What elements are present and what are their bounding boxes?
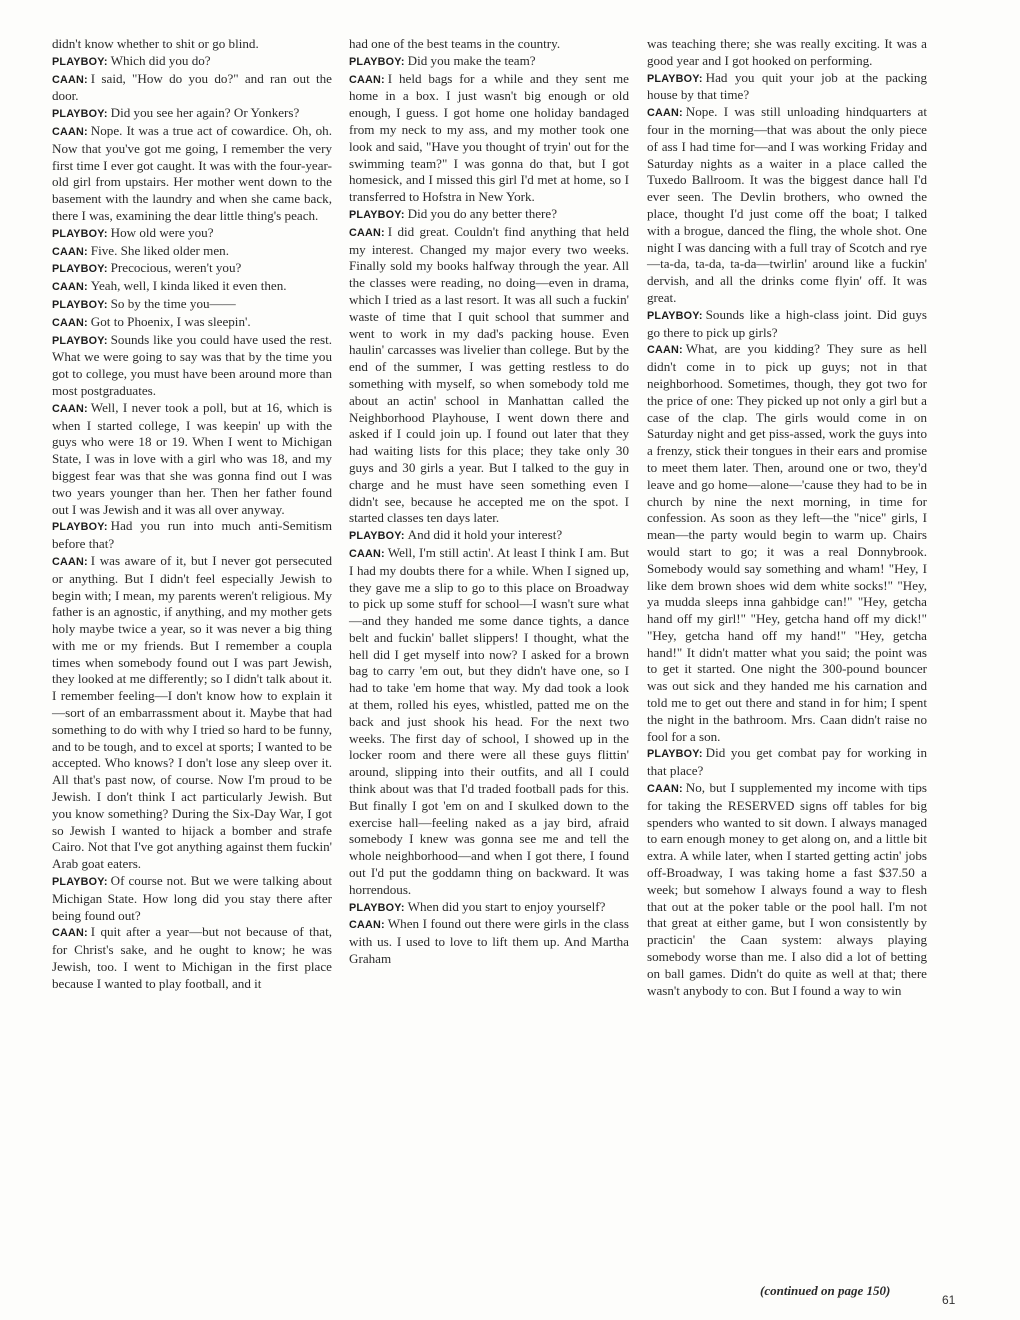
- paragraph-text: Did you do any better there?: [407, 205, 558, 221]
- speaker-label: PLAYBOY: [349, 208, 401, 221]
- speaker-label: PLAYBOY: [349, 55, 401, 68]
- paragraph-text: was teaching there; she was really exciting. It was a good year and I got hooked on performing.: [647, 36, 927, 68]
- paragraph-text: And did it hold your interest?: [407, 527, 563, 543]
- page-number: 61: [942, 1293, 956, 1307]
- continued-note: (continued on page 150): [760, 1283, 891, 1298]
- interview-paragraph: CAAN: What, are you kidding? They sure as hell didn't come in to pick up guys; not in that neighborhood. Sometimes, though, they got two for the price of one: They picked up not only a girl but a case of the clap. The girls would come in on Saturday night and get piss-assed, work the guys into a frenzy, stick their tongues in their ears and promise to meet them later. Then, around one or two, they'd leave and go home—alone—'cause they had to be in church by nine the next morning, in time for confession. As soon as they left—the "nice" girls, I mean—the party would begin to warm up. Chairs would start to go; it was a real Donnybrook. Somebody would say something and wham! "Hey, I like dem brown shoes wid dem white socks!" "Hey, ya mudda sleeps inna gahbidge can!" "Hey, getcha hand off my girl!" "Hey, getcha hand off my dick!" "Hey, getcha hand off my hand!" "Hey, getcha hand!" It didn't matter what you said; the point was to get it started. One night the 300-pound bouncer was out sick and they handed me his carnation and told me to get out there and stand in for him; I spent the night in the bathroom. Mrs. Caan didn't raise no fool for a son.: [647, 341, 927, 744]
- paragraph-text: Had you quit your job at the packing house by that time?: [647, 69, 927, 103]
- interview-paragraph: CAAN: I held bags for a while and they sent me home in a box. I just wasn't big enough or old enough, I guess. I got home one holiday bandaged from my neck to my ass, and my mother took one look and said, "Have you thought of tryin' out for the swimming team?" I was gonna do that, but I got homesick, and I missed this girl I'd met at home, so I transferred to Hofstra in New York.: [349, 70, 629, 205]
- speaker-label: CAAN: [52, 245, 84, 258]
- paragraph-text: Five. She liked older men.: [90, 242, 229, 258]
- text-column-right: [647, 36, 927, 999]
- speaker-label: CAAN: [52, 281, 84, 294]
- paragraph-text: How old were you?: [110, 224, 214, 240]
- speaker-label: PLAYBOY: [349, 901, 401, 914]
- interview-paragraph: PLAYBOY: And did it hold your interest?: [349, 527, 563, 543]
- paragraph-text: No, but I supplemented my income with tips for taking the RESERVED signs off tables for big spenders who wanted to sit down. I always managed to earn enough money to get along on, and a little bit extra. A while later, when I started getting actin' jobs off-Broadway, I was taking home a fast $37.50 a week; but somehow I always found a way to flesh that out at the poker table or the pool hall. I'm not that great at either game, but I won consistently by practicin' the Caan system: always playing somebody worse than me. I also did a lot of betting on ball games. Didn't do quite as well at that; there wasn't anybody to con. But I found a way to win: [647, 780, 927, 998]
- speaker-label: PLAYBOY: [647, 72, 699, 85]
- interview-paragraph: CAAN: Five. She liked older men.: [52, 242, 229, 258]
- paragraph-text: Of course not. But we were talking about Michigan State. How long did you stay there after being found out?: [52, 873, 332, 923]
- paragraph-text: Had you run into much anti-Semitism before that?: [52, 518, 332, 552]
- speaker-label: CAAN: [647, 783, 679, 796]
- speaker-label: PLAYBOY: [52, 227, 104, 240]
- paragraph-text: Did you make the team?: [407, 52, 536, 68]
- paragraph-text: Yeah, well, I kinda liked it even then.: [90, 278, 287, 294]
- speaker-label: PLAYBOY: [52, 263, 104, 276]
- paragraph-text: Did you see her again? Or Yonkers?: [110, 105, 300, 121]
- speaker-label: PLAYBOY: [647, 309, 699, 322]
- speaker-label: PLAYBOY: [52, 55, 104, 68]
- text-column-left: [52, 36, 332, 993]
- paragraph-text: didn't know whether to shit or go blind.: [52, 36, 259, 51]
- paragraph-text: Precocious, weren't you?: [110, 260, 242, 276]
- speaker-label: PLAYBOY: [52, 334, 104, 347]
- paragraph-text: Which did you do?: [110, 52, 211, 68]
- interview-paragraph: PLAYBOY: So by the time you——: [52, 295, 236, 311]
- speaker-label: PLAYBOY: [52, 521, 104, 534]
- speaker-label: CAAN: [52, 402, 84, 415]
- interview-paragraph: CAAN: I said, "How do you do?" and ran out the door.: [52, 70, 332, 104]
- speaker-label: PLAYBOY: [647, 748, 699, 761]
- paragraph-text: Well, I'm still actin'. At least I think I am. But I had my doubts there for a while. When I signed up, they gave me a slip to go to this place on Broadway to pick up some stuff for school—I wasn't sure what—and they handed me some dance tights, a dance belt and fuckin' ballet slippers! I thought, what the hell did I get myself into now? I asked for a brown bag to carry 'em out, but they didn't have one, so I had to take 'em home that way. My dad took a look at them, rolled his eyes, whistled, patted me on the back and just shook his head. For the next two weeks. The first day of school, I showed up in the locker room and there were all these guys flittin' around, slipping into their outfits, and all I could think about was that I'd traded football pads for this. But finally I got 'em on and I skulked down to the exercise hall—feeling naked as a jay bird, afraid somebody I knew was gonna see me and tell the whole neighborhood—and when I got there, I found out I'd put the goddamn thing on backward. It was horrendous.: [349, 544, 629, 897]
- paragraph-text: Did you get combat pay for working in that place?: [647, 745, 927, 779]
- paragraph-text: When I found out there were girls in the class with us. I used to love to lift them up. And Martha Graham: [349, 916, 629, 967]
- paragraph-text: So by the time you——: [110, 295, 236, 311]
- speaker-label: CAAN: [349, 919, 381, 932]
- interview-paragraph: CAAN: No, but I supplemented my income with tips for taking the RESERVED signs off tables for big spenders who wanted to sit down. I always managed to earn enough money to get along on, and a little bit extra. A while later, when I started getting actin' jobs off-Broadway, I was taking home a fast $37.50 a week; but somehow I always found a way to flesh that out at the poker table or the pool hall. I'm not that great at either game, but I won consistently by practicin' the Caan system: always playing somebody worse than me. I also did a lot of betting on ball games. Didn't do quite as well at that; there wasn't anybody to con. But I found a way to win: [647, 780, 927, 998]
- interview-paragraph: PLAYBOY: Did you see her again? Or Yonkers?: [52, 105, 300, 121]
- speaker-label: PLAYBOY: [52, 876, 104, 889]
- text-column-middle: [349, 36, 629, 968]
- interview-paragraph: CAAN: When I found out there were girls in the class with us. I used to love to lift them up. And Martha Graham: [349, 916, 629, 967]
- speaker-label: CAAN: [647, 107, 679, 120]
- interview-paragraph: PLAYBOY: Of course not. But we were talking about Michigan State. How long did you stay there after being found out?: [52, 873, 332, 923]
- interview-paragraph: CAAN: Well, I never took a poll, but at 16, which is when I started college, I was keepin' up with the guys who were 18 or 19. When I went to Michigan State, I was in love with a girl who was 18, and my biggest fear was that she was gonna find out I was two years younger than her. Then her father found out I was Jewish and it was all over anyway.: [52, 399, 332, 517]
- paragraph-text: I quit after a year—but not because of that, for Christ's sake, and he ought to know; he was Jewish, too. I went to Michigan in the first place because I wanted to play football, and it: [52, 924, 332, 991]
- interview-paragraph: PLAYBOY: Precocious, weren't you?: [52, 260, 242, 276]
- interview-paragraph: PLAYBOY: Sounds like a high-class joint. Did guys go there to pick up girls?: [647, 306, 927, 340]
- interview-paragraph: CAAN: Got to Phoenix, I was sleepin'.: [52, 313, 251, 329]
- interview-paragraph: CAAN: Well, I'm still actin'. At least I think I am. But I had my doubts there for a while. When I signed up, they gave me a slip to go to this place on Broadway to pick up some stuff for school—I wasn't sure what—and they handed me some dance tights, a dance belt and fuckin' ballet slippers! I thought, what the hell did I get myself into now? I asked for a brown bag to carry 'em out, but they didn't have one, so I had to take 'em home that way. My dad took a look at them, rolled his eyes, whistled, patted me on the back and just shook his head. For the next two weeks. The first day of school, I showed up in the locker room and there were all these guys flittin' around, slipping into their outfits, and all I could think about was that I'd traded football pads for this. But finally I got 'em on and I skulked down to the exercise hall—feeling naked as a jay bird, afraid somebody I knew was gonna see me and tell the whole neighborhood—and when I got there, I found out I'd put the goddamn thing on backward. It was horrendous.: [349, 544, 629, 897]
- paragraph-text: I was aware of it, but I never got persecuted or anything. But I didn't feel especially Jewish to begin with; I mean, my parents weren't religious. My father is an agnostic, if anything, and my mother gets holy maybe twice a year, so it was never a big thing with me or my friends. But I remember a coupla times when somebody found out I was part Jewish, they looked at me differently; so I didn't talk about it. I remember feeling—I don't know how to explain it—sort of an embarrassment about it. Maybe that had something to do with why I tried so hard to be funny, and to be tough, and to excel at sports; I wanted to be accepted. Who knows? I don't lose any sleep over it. All that's past now, of course. Now I'm proud to be Jewish. I don't think I act particularly Jewish. But you know something? During the Six-Day War, I got so Jewish I wanted to hijack a bomber and strafe Cairo. Not that I've got anything against them fuckin' Arab goat eaters.: [52, 552, 332, 872]
- interview-paragraph: CAAN: Yeah, well, I kinda liked it even then.: [52, 278, 287, 294]
- interview-paragraph: CAAN: Nope. I was still unloading hindquarters at four in the morning—that was about the only piece of ass I had time for—and I was working Friday and Saturday nights as a waiter in a place called the Tuxedo Ballroom. It was the biggest dance hall I'd ever seen. The Devlin brothers, who owned the place, thought I'd just come off the boat; I talked with a brogue, danced the fling, the whole shot. One night I was dancing with a full tray of Scotch and rye—ta-da, ta-da, ta-da—twirlin' around like a fuckin' dervish, and all the drinks come flyin' off. It was great.: [647, 104, 927, 305]
- interview-paragraph: [349, 36, 629, 53]
- speaker-label: CAAN: [52, 555, 84, 568]
- interview-paragraph: CAAN: I quit after a year—but not because of that, for Christ's sake, and he ought to know; he was Jewish, too. I went to Michigan in the first place because I wanted to play football, and it: [52, 924, 332, 991]
- interview-paragraph: PLAYBOY: Did you make the team?: [349, 52, 536, 68]
- paragraph-text: I held bags for a while and they sent me home in a box. I just wasn't big enough or old enough, I guess. I got home one holiday bandaged from my neck to my ass, and my mother took one look and said, "Have you thought of tryin' out for the swimming team?" I was gonna do that, but I got homesick, and I missed this girl I'd met at home, so I transferred to Hofstra in New York.: [349, 70, 629, 205]
- interview-paragraph: CAAN: Nope. It was a true act of cowardice. Oh, oh. Now that you've got me going, I remember the very first time I ever got caught. It was with the four-year-old girl from upstairs. Her mother went down to the basement with the laundry and when she came back, there I was, examining the dear little thing's peach.: [52, 122, 332, 223]
- paragraph-text: What, are you kidding? They sure as hell didn't come in to pick up guys; not in that neighborhood. Sometimes, though, they got two for the price of one: They picked up not only a girl but a case of the clap. The girls would come in on Saturday night and get piss-assed, work the guys into a frenzy, stick their tongues in their ears and promise to meet them later. Then, around one or two, they'd leave and go home—alone—'cause they had to be in church by nine the next morning, in time for confession. As soon as they left—the "nice" girls, I mean—the party would begin to warm up. Chairs would start to go; it was a real Donnybrook. Somebody would say something and wham! "Hey, I like dem brown shoes wid dem white socks!" "Hey, ya mudda sleeps inna gahbidge can!" "Hey, getcha hand off my girl!" "Hey, getcha hand off my dick!" "Hey, getcha hand off my hand!" "Hey, getcha hand!" It didn't matter what you said; the point was to get it started. One night the 300-pound bouncer was out sick and they handed me his carnation and told me to get out there and stand in for him; I spent the night in the bathroom. Mrs. Caan didn't raise no fool for a son.: [647, 341, 927, 744]
- paragraph-text: Got to Phoenix, I was sleepin'.: [90, 313, 251, 329]
- speaker-label: PLAYBOY: [52, 108, 104, 121]
- interview-paragraph: PLAYBOY: Sounds like you could have used the rest. What we were going to say was that by the time you got to college, you must have been around more than most postgraduates.: [52, 331, 332, 398]
- paragraph-text: Nope. I was still unloading hindquarters at four in the morning—that was about the only piece of ass I had time for—and I was working Friday and Saturday nights as a waiter in a place called the Tuxedo Ballroom. It was the biggest dance hall I'd ever seen. The Devlin brothers, who owned the place, thought I'd just come off the boat; I talked with a brogue, danced the fling, the whole shot. One night I was dancing with a full tray of Scotch and rye—ta-da, ta-da, ta-da—twirlin' around like a fuckin' dervish, and all the drinks come flyin' off. It was great.: [647, 104, 927, 305]
- speaker-label: CAAN: [52, 73, 84, 86]
- interview-paragraph: CAAN: I was aware of it, but I never got persecuted or anything. But I didn't feel especially Jewish to begin with; I mean, my parents weren't religious. My father is an agnostic, if anything, and my mother gets holy maybe twice a year, so it was never a big thing with me or my friends. But I remember a coupla times when somebody found out I was part Jewish, they looked at me differently; so I didn't talk about it. I remember feeling—I don't know how to explain it—sort of an embarrassment about it. Maybe that had something to do with why I tried so hard to be funny, and to be tough, and to excel at sports; I wanted to be accepted. Who knows? I don't lose any sleep over it. All that's past now, of course. Now I'm proud to be Jewish. I don't think I act particularly Jewish. But you know something? During the Six-Day War, I got so Jewish I wanted to hijack a bomber and strafe Cairo. Not that I've got anything against them fuckin' Arab goat eaters.: [52, 552, 332, 872]
- interview-paragraph: CAAN: I did great. Couldn't find anything that held my interest. Changed my major every two weeks. Finally sold my books halfway through the year. All the classes were reading, no doing—even in drama, which I tried as a last resort. It was all such a fuckin' waste of time that I quit school that summer and went to work in my dad's packing house. Even haulin' carcasses was livelier than college. But by the end of the summer, I was getting restless to do something with myself, so when somebody told me about an actin' school in Manhattan called the Neighborhood Playhouse, I went down there and asked if I could join up. I found out later that they had waiting lists for this place; they take only 30 guys and 30 girls a year. But I talked to the guy in charge and he must have seen something even I didn't see, because he accepted me on the spot. I started classes ten days later.: [349, 223, 629, 526]
- paragraph-text: Sounds like you could have used the rest. What we were going to say was that by the time you got to college, you must have been around more than most postgraduates.: [52, 331, 332, 398]
- interview-paragraph: PLAYBOY: Had you run into much anti-Semitism before that?: [52, 518, 332, 552]
- paragraph-text: When did you start to enjoy yourself?: [407, 898, 606, 914]
- interview-paragraph: PLAYBOY: Did you do any better there?: [349, 205, 558, 221]
- speaker-label: CAAN: [52, 316, 84, 329]
- paragraph-text: Well, I never took a poll, but at 16, which is when I started college, I was keepin' up with the guys who were 18 or 19. When I went to Michigan State, I was in love with a girl who was 18, and my biggest fear was that she was gonna find out I was two years younger than her. Then her father found out I was Jewish and it was all over anyway.: [52, 399, 332, 517]
- speaker-label: PLAYBOY: [349, 530, 401, 543]
- speaker-label: CAAN: [647, 344, 679, 357]
- speaker-label: CAAN: [349, 73, 381, 86]
- paragraph-text: Sounds like a high-class joint. Did guys go there to pick up girls?: [647, 306, 927, 340]
- interview-paragraph: PLAYBOY: Which did you do?: [52, 52, 211, 68]
- interview-paragraph: [647, 36, 927, 70]
- interview-paragraph: [52, 36, 332, 53]
- speaker-label: CAAN: [349, 226, 381, 239]
- interview-paragraph: PLAYBOY: When did you start to enjoy yourself?: [349, 898, 606, 914]
- speaker-label: CAAN: [52, 927, 84, 940]
- paragraph-text: had one of the best teams in the country.: [349, 36, 561, 51]
- interview-paragraph: PLAYBOY: How old were you?: [52, 224, 214, 240]
- interview-paragraph: PLAYBOY: Did you get combat pay for working in that place?: [647, 745, 927, 779]
- speaker-label: PLAYBOY: [52, 298, 104, 311]
- paragraph-text: I did great. Couldn't find anything that held my interest. Changed my major every two weeks. Finally sold my books halfway through the year. All the classes were reading, no doing—even in drama, which I tried as a last resort. It was all such a fuckin' waste of time that I quit school that summer and went to work in my dad's packing house. Even haulin' carcasses was livelier than college. But by the end of the summer, I was getting restless to do something with myself, so when somebody told me about an actin' school in Manhattan called the Neighborhood Playhouse, I went down there and asked if I could join up. I found out later that they had waiting lists for this place; they take only 30 guys and 30 girls a year. But I talked to the guy in charge and he must have seen something even I didn't see, because he accepted me on the spot. I started classes ten days later.: [349, 223, 629, 526]
- paragraph-text: I said, "How do you do?" and ran out the door.: [52, 70, 332, 104]
- speaker-label: CAAN: [349, 547, 381, 560]
- speaker-label: CAAN: [52, 125, 84, 138]
- paragraph-text: Nope. It was a true act of cowardice. Oh, oh. Now that you've got me going, I remember the very first time I ever got caught. It was with the four-year-old girl from upstairs. Her mother went down to the basement with the laundry and when she came back, there I was, examining the dear little thing's peach.: [52, 122, 332, 223]
- interview-paragraph: PLAYBOY: Had you quit your job at the packing house by that time?: [647, 69, 927, 103]
